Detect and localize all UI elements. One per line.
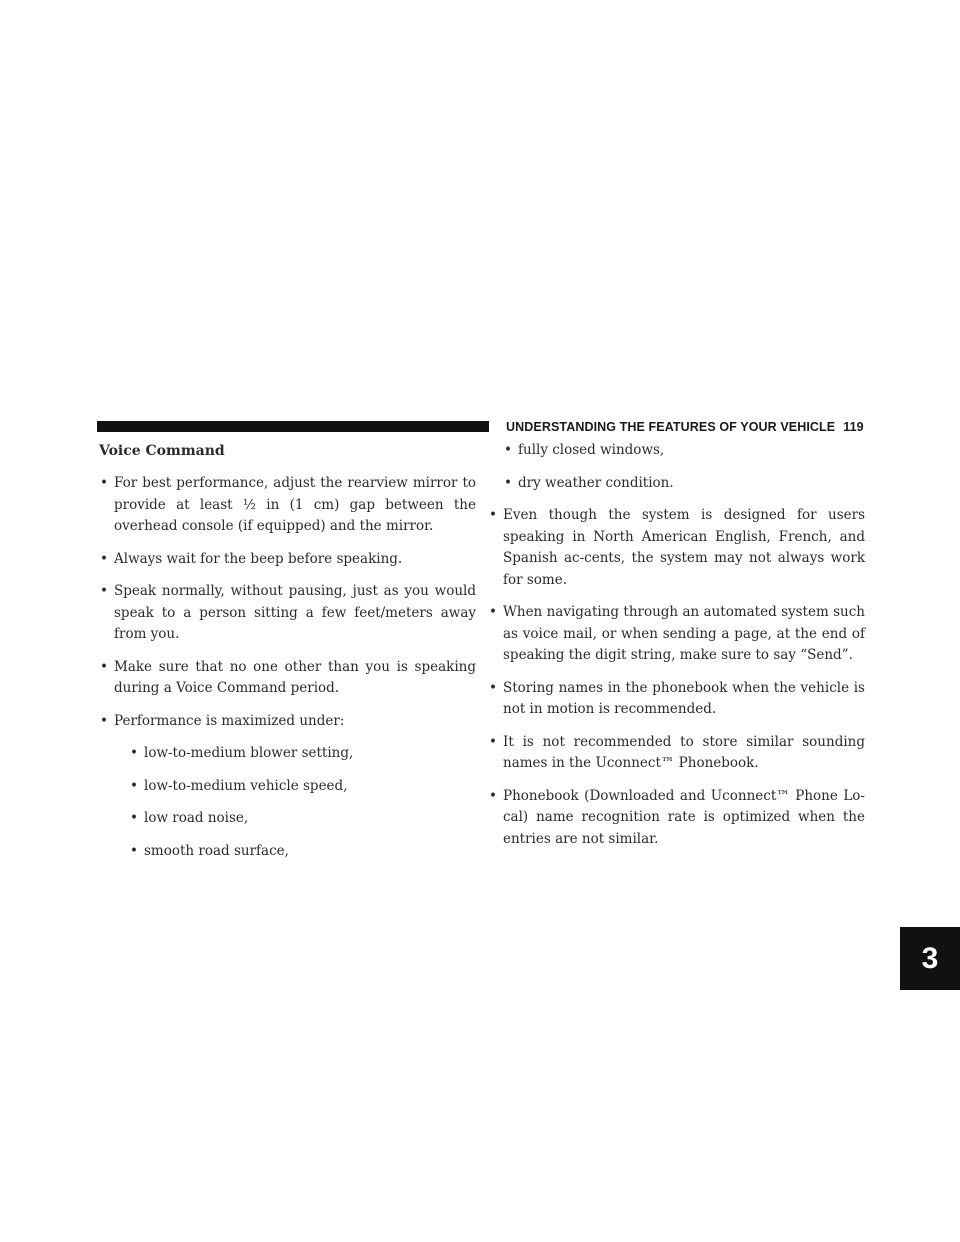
sub-list-item: • low road noise,	[129, 808, 476, 830]
sub-list-item: • low-to-medium vehicle speed,	[129, 776, 476, 798]
list-item: • Storing names in the phonebook when the vehicle is not in motion is recommended.	[488, 678, 865, 721]
bullet-list	[99, 473, 476, 862]
sub-list-item: • dry weather condition.	[503, 473, 865, 495]
bullet-list	[488, 505, 865, 850]
sub-list-item: • smooth road surface,	[129, 841, 476, 863]
running-header	[506, 419, 866, 435]
right-column	[488, 440, 865, 861]
section-heading: Voice Command	[99, 443, 225, 459]
chapter-tab: 3	[900, 927, 960, 990]
sub-bullet-list	[114, 743, 476, 862]
list-item: • Speak normally, without pausing, just as you would speak to a person sitting a few feet/meters away from you.	[99, 581, 476, 646]
list-item: • When navigating through an automated system such as voice mail, or when sending a page, at the end of speaking the digit string, make sure to say “Send”.	[488, 602, 865, 667]
list-item-with-sublist	[99, 711, 476, 863]
list-item: • Even though the system is designed for users speaking in North American English, French, and Spanish ac-cents, the system may not always work for some.	[488, 505, 865, 591]
list-item: • Always wait for the beep before speaking.	[99, 549, 476, 571]
sub-list-item: • low-to-medium blower setting,	[129, 743, 476, 765]
section-title: UNDERSTANDING THE FEATURES OF YOUR VEHICLE	[506, 420, 836, 434]
list-item: • For best performance, adjust the rearview mirror to provide at least ½ in (1 cm) gap between the overhead console (if equipped) and the mirror.	[99, 473, 476, 538]
left-column	[99, 440, 476, 873]
list-item-text: Performance is maximized under:	[114, 712, 345, 729]
sub-bullet-list-continued	[488, 440, 865, 494]
sub-list-item: • fully closed windows,	[503, 440, 865, 462]
list-item: • It is not recommended to store similar sounding names in the Uconnect™ Phonebook.	[488, 732, 865, 775]
page-number: 119	[843, 420, 864, 434]
list-item: • Phonebook (Downloaded and Uconnect™ Phone Lo-cal) name recognition rate is optimized when the entries are not similar.	[488, 786, 865, 851]
header-rule	[97, 421, 489, 432]
list-item: • Make sure that no one other than you is speaking during a Voice Command period.	[99, 657, 476, 700]
